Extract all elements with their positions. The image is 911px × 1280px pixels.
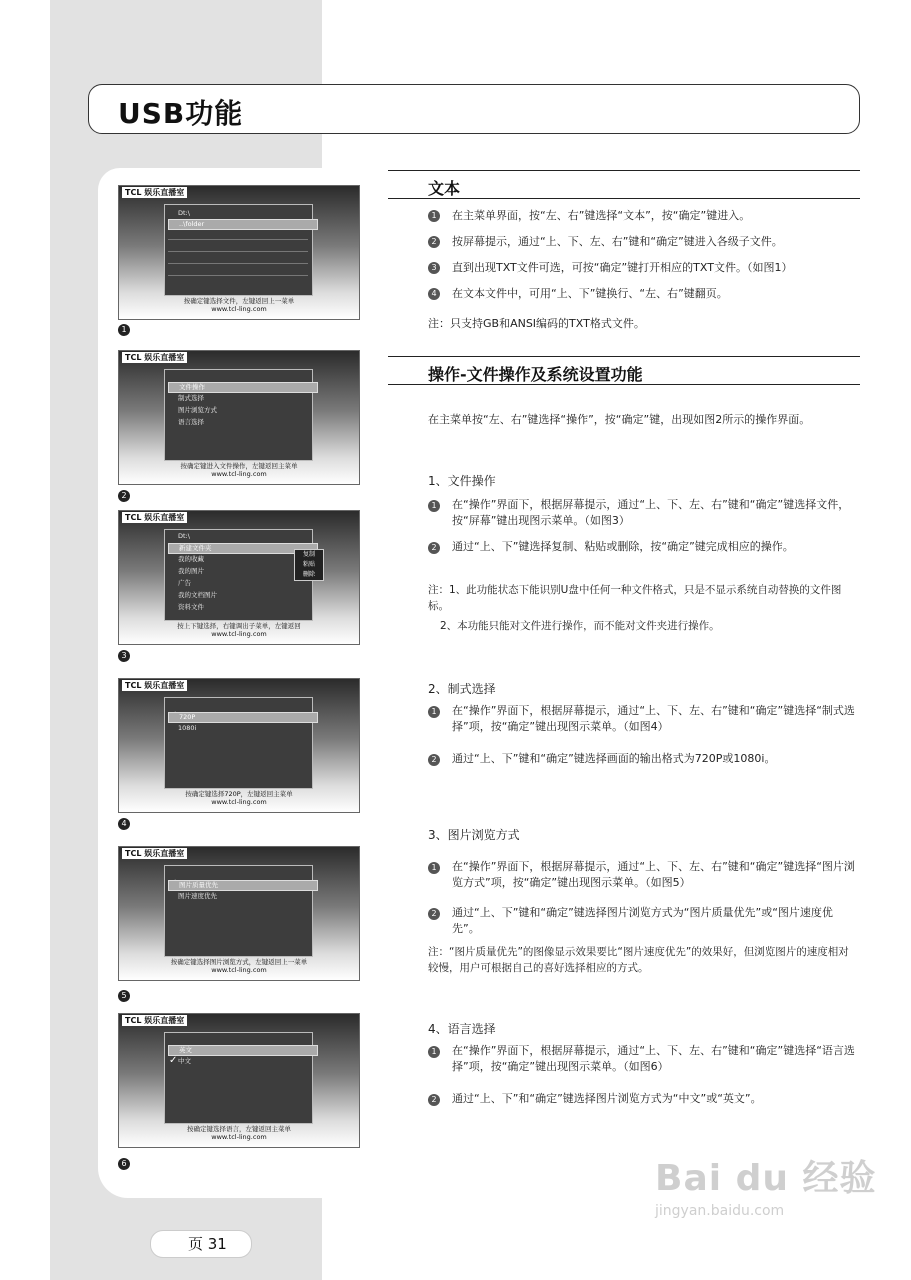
figure-number-badge: 2 xyxy=(118,490,130,502)
text-note: 注：只支持GB和ANSI编码的TXT格式文件。 xyxy=(428,317,645,330)
screen-header: TCL 娱乐直播室 xyxy=(122,512,187,523)
menu-row: 资料文件 xyxy=(178,603,204,611)
screen-menu xyxy=(164,529,313,621)
menu-divider xyxy=(168,275,308,276)
text-step-3: 直到出现TXT文件可选，可按“确定”键打开相应的TXT文件。（如图1） xyxy=(452,261,793,274)
menu-row: 语言选择 xyxy=(178,418,204,426)
watermark xyxy=(655,1150,877,1219)
submenu-item-delete: 删除 xyxy=(302,571,315,578)
language-step-2: 通过“上、下”和“确定”键选择图片浏览方式为“中文”或“英文”。 xyxy=(452,1092,762,1105)
watermark-url: jingyan.baidu.com xyxy=(655,1203,785,1219)
ops-intro: 在主菜单按“左、右”键选择“操作”，按“确定”键，出现如图2所示的操作界面。 xyxy=(428,413,811,426)
screenshot-fig4 xyxy=(118,678,360,813)
format-step-1: 在“操作”界面下，根据屏幕提示，通过“上、下、左、右”键和“确定”键选择“制式选择”项，按“确定”键出现图示菜单。（如图4） xyxy=(452,704,855,733)
file-ops-note-1: 注：1、此功能状态下能识别U盘中任何一种文件格式，只是不显示系统自动替换的文件图标。 xyxy=(428,584,842,612)
step-bullet: 1 xyxy=(428,862,440,874)
photo-step-2: 通过“上、下”键和“确定”键选择图片浏览方式为“图片质量优先”或“图片速度优先”。 xyxy=(452,906,833,935)
menu-row-selected: 新建文件夹 xyxy=(168,543,318,554)
context-submenu xyxy=(294,549,324,581)
section-rule xyxy=(388,384,860,385)
photo-note: 注：“图片质量优先”的图像显示效果要比“图片速度优先”的效果好，但浏览图片的速度相对较慢，用户可根据自己的喜好选择相应的方式。 xyxy=(428,946,849,974)
figure-number-badge: 5 xyxy=(118,990,130,1002)
screen-menu xyxy=(164,369,313,461)
screenshot-fig6 xyxy=(118,1013,360,1148)
menu-row: Dt:\ xyxy=(178,209,190,217)
screen-footer: 按确定键选择图片浏览方式，左键返回上一菜单 www.tcl-ling.com xyxy=(170,958,308,974)
subheading-format: 2、制式选择 xyxy=(428,682,496,696)
step-bullet: 4 xyxy=(428,288,440,300)
screenshot-fig1 xyxy=(118,185,360,320)
screenshot-fig3 xyxy=(118,510,360,645)
menu-divider xyxy=(168,251,308,252)
screenshot-fig2 xyxy=(118,350,360,485)
subheading-file-ops: 1、文件操作 xyxy=(428,474,496,488)
submenu-item-paste: 粘贴 xyxy=(302,561,315,568)
watermark-brand: Bai du 经验 xyxy=(655,1158,877,1199)
screen-header: TCL 娱乐直播室 xyxy=(122,680,187,691)
page-number: 页 31 xyxy=(188,1235,227,1253)
menu-row: Dt:\ xyxy=(178,532,190,540)
section-rule xyxy=(388,356,860,357)
menu-row-selected: 文件操作 xyxy=(168,382,318,393)
page-title: USB功能 xyxy=(118,97,244,130)
menu-row: 1080i xyxy=(178,724,197,732)
menu-row: 我的文档图片 xyxy=(178,591,217,599)
menu-row: 广告 xyxy=(178,579,191,587)
file-ops-step-1: 在“操作”界面下，根据屏幕提示，通过“上、下、左、右”键和“确定”键选择文件，按“屏幕”键出现图示菜单。（如图3） xyxy=(452,498,850,527)
photo-step-1: 在“操作”界面下，根据屏幕提示，通过“上、下、左、右”键和“确定”键选择“图片浏览方式”项，按“确定”键出现图示菜单。（如图5） xyxy=(452,860,855,889)
section-heading-text: 文本 xyxy=(428,179,461,198)
screenshot-fig5 xyxy=(118,846,360,981)
text-step-1: 在主菜单界面，按“左、右”键选择“文本”，按“确定”键进入。 xyxy=(452,209,751,222)
step-bullet: 2 xyxy=(428,1094,440,1106)
menu-divider xyxy=(168,239,308,240)
figure-number-badge: 6 xyxy=(118,1158,130,1170)
step-bullet: 2 xyxy=(428,754,440,766)
menu-row-selected: 720P xyxy=(168,712,318,723)
menu-row: 图片浏览方式 xyxy=(178,406,217,414)
screen-footer: 按确定键选择语言，左键返回主菜单 www.tcl-ling.com xyxy=(187,1125,291,1141)
screen-menu xyxy=(164,1032,313,1124)
step-bullet: 1 xyxy=(428,1046,440,1058)
screen-header: TCL 娱乐直播室 xyxy=(122,352,187,363)
screen-menu xyxy=(164,204,313,296)
menu-row-selected: ..\folder xyxy=(168,219,318,230)
file-ops-step-2: 通过“上、下”键选择复制、粘贴或删除，按“确定”键完成相应的操作。 xyxy=(452,540,794,553)
menu-row: 我的图片 xyxy=(178,567,204,575)
step-bullet: 1 xyxy=(428,706,440,718)
menu-row-selected: 图片质量优先 xyxy=(168,880,318,891)
screen-header: TCL 娱乐直播室 xyxy=(122,187,187,198)
screen-header: TCL 娱乐直播室 xyxy=(122,848,187,859)
figure-number-badge: 4 xyxy=(118,818,130,830)
screen-footer: 按确定键选择文件，左键返回上一菜单 www.tcl-ling.com xyxy=(183,297,295,313)
menu-row: 我的收藏 xyxy=(178,555,204,563)
language-step-1: 在“操作”界面下，根据屏幕提示，通过“上、下、左、右”键和“确定”键选择“语言选择”项，按“确定”键出现图示菜单。（如图6） xyxy=(452,1044,855,1073)
text-step-2: 按屏幕提示，通过“上、下、左、右”键和“确定”键进入各级子文件。 xyxy=(452,235,783,248)
screen-footer: 按上下键选择，右键调出子菜单，左键返回 www.tcl-ling.com xyxy=(177,622,301,638)
screen-footer: 按确定键进入文件操作，左键返回主菜单 www.tcl-ling.com xyxy=(180,462,298,478)
section-heading-ops: 操作-文件操作及系统设置功能 xyxy=(428,365,643,384)
file-ops-note-2: 2、本功能只能对文件进行操作，而不能对文件夹进行操作。 xyxy=(440,620,720,632)
subheading-language: 4、语言选择 xyxy=(428,1022,496,1036)
menu-row: 图片速度优先 xyxy=(178,892,217,900)
menu-row-selected: 英文 xyxy=(168,1045,318,1056)
checkmark-icon: ✓ xyxy=(169,1055,178,1066)
text-step-4: 在文本文件中，可用“上、下”键换行、“左、右”键翻页。 xyxy=(452,287,728,300)
step-bullet: 2 xyxy=(428,236,440,248)
step-bullet: 2 xyxy=(428,908,440,920)
menu-row: 制式选择 xyxy=(178,394,204,402)
figure-number-badge: 3 xyxy=(118,650,130,662)
screen-header: TCL 娱乐直播室 xyxy=(122,1015,187,1026)
figure-number-badge: 1 xyxy=(118,324,130,336)
step-bullet: 3 xyxy=(428,262,440,274)
format-step-2: 通过“上、下”键和“确定”键选择画面的输出格式为720P或1080i。 xyxy=(452,752,776,765)
menu-divider xyxy=(168,263,308,264)
section-rule xyxy=(388,198,860,199)
screen-menu xyxy=(164,865,313,957)
screen-menu xyxy=(164,697,313,789)
step-bullet: 1 xyxy=(428,210,440,222)
subheading-photo: 3、图片浏览方式 xyxy=(428,828,520,842)
menu-row: 中文 xyxy=(178,1057,191,1065)
submenu-item-copy: 复制 xyxy=(302,551,315,558)
step-bullet: 2 xyxy=(428,542,440,554)
step-bullet: 1 xyxy=(428,500,440,512)
screen-footer: 按确定键选择720P，左键返回主菜单 www.tcl-ling.com xyxy=(185,790,293,806)
section-rule xyxy=(388,170,860,171)
